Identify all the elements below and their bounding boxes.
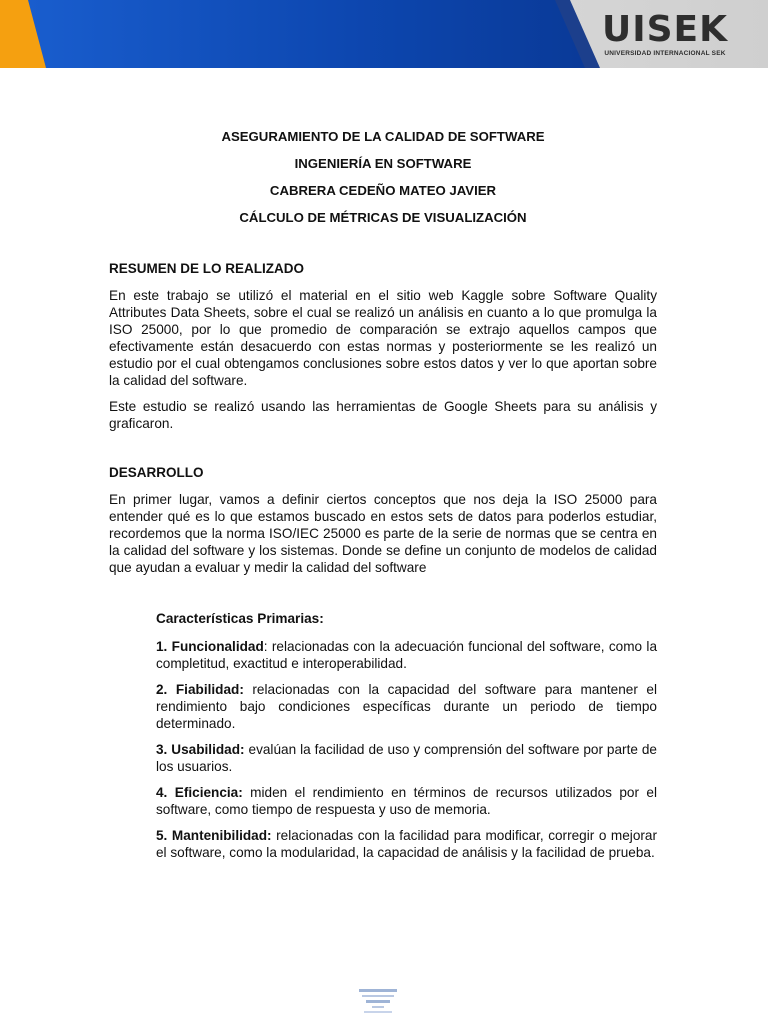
caracteristicas-section <box>156 610 657 870</box>
resumen-paragraph-2: Este estudio se realizó usando las herramientas de Google Sheets para su análisis y graficaron. <box>109 399 657 431</box>
resumen-paragraph-1: En este trabajo se utilizó el material en el sitio web Kaggle sobre Software Quality Attributes Data Sheets, sobre el cual se realizó un análisis en cuanto a lo que promulga la ISO 25000, por lo que promedio de comparación se extrajo aquellos campos que efectivamente están desacuerdo con estas normas y posteriormente se les realizó un estudio por el cual obtengamos conclusiones sobre estos datos y ver lo que aportan sobre la calidad del software. <box>109 288 657 388</box>
item-text: relacionadas con la facilidad para modificar, corregir o mejorar el software, como la modularidad, la capacidad de análisis y la facilidad de prueba. <box>156 828 657 860</box>
desarrollo-paragraph: En primer lugar, vamos a definir ciertos conceptos que nos deja la ISO 25000 para entender qué es lo que estamos buscado en estos sets de datos para poderlos estudiar, recordemos que la norma ISO/IEC 25000 es parte de la serie de normas que se centra en la calidad del software y los sistemas. Donde se define un conjunto de modelos de calidad que ayudan a evaluar y medir la calidad del software <box>109 492 657 575</box>
list-item <box>156 784 657 818</box>
author-name: CABRERA CEDEÑO MATEO JAVIER <box>269 183 497 198</box>
item-text: evalúan la facilidad de uso y comprensión del software por parte de los usuarios. <box>156 742 657 774</box>
desarrollo-heading: DESARROLLO <box>109 465 204 480</box>
desarrollo-section <box>109 464 657 576</box>
title-block <box>110 128 656 236</box>
uisek-logo <box>600 9 730 57</box>
program-title: INGENIERÍA EN SOFTWARE <box>294 156 472 171</box>
item-term: 1. Funcionalidad <box>156 639 264 654</box>
document-title: CÁLCULO DE MÉTRICAS DE VISUALIZACIÓN <box>239 210 527 225</box>
item-term: 4. Eficiencia: <box>156 785 243 800</box>
list-item <box>156 741 657 775</box>
list-item <box>156 638 657 672</box>
item-text: relacionadas con la capacidad del software para mantener el rendimiento bajo condiciones específicas durante un periodo de tiempo determinado. <box>156 682 657 731</box>
item-text: : relacionadas con la adecuación funcional del software, como la completitud, exactitud e interoperabilidad. <box>156 639 658 671</box>
list-item <box>156 681 657 732</box>
item-term: 5. Mantenibilidad: <box>156 828 272 843</box>
list-item <box>156 827 657 861</box>
resumen-section <box>109 260 657 432</box>
footer-logo-icon <box>356 986 400 1016</box>
header-banner <box>0 0 768 68</box>
logo-subtitle: UNIVERSIDAD INTERNACIONAL SEK <box>604 50 726 57</box>
caracteristicas-heading: Características Primarias: <box>156 611 324 626</box>
item-term: 2. Fiabilidad: <box>156 682 244 697</box>
course-title: ASEGURAMIENTO DE LA CALIDAD DE SOFTWARE <box>221 129 545 144</box>
item-text: miden el rendimiento en términos de recursos utilizados por el software, como tiempo de respuesta y uso de memoria. <box>156 785 658 817</box>
item-term: 3. Usabilidad: <box>156 742 245 757</box>
logo-wordmark: UISEK <box>601 9 729 50</box>
resumen-heading: RESUMEN DE LO REALIZADO <box>109 261 305 276</box>
